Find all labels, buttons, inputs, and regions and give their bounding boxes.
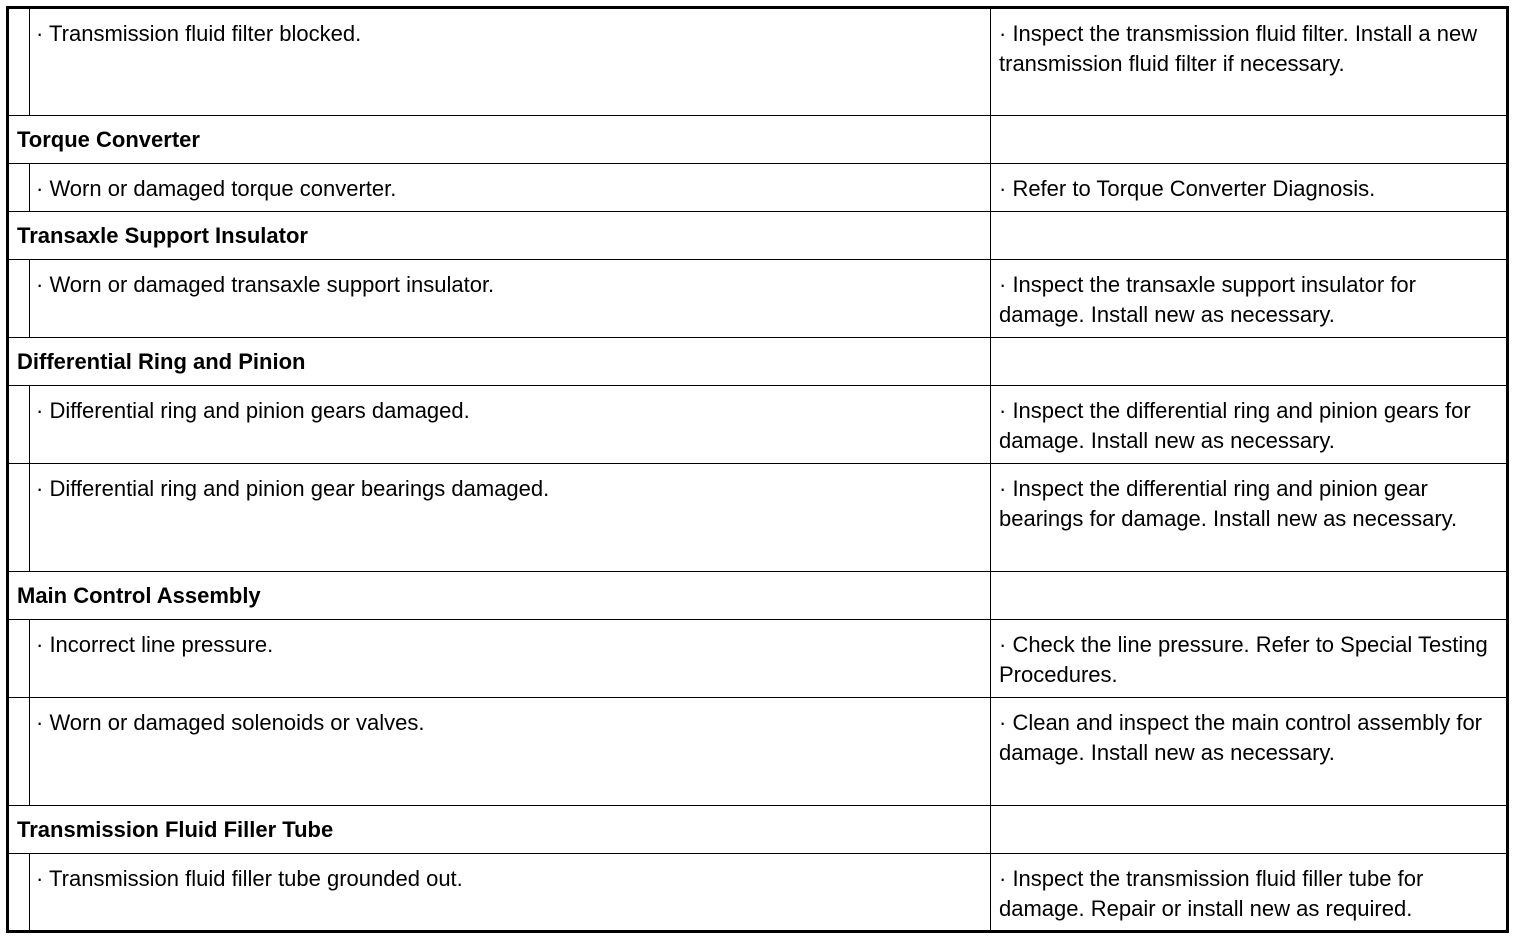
section-empty-cell (991, 338, 1508, 386)
action-cell: · Inspect the differential ring and pinion gears for damage. Install new as necessary. (991, 386, 1508, 464)
condition-cell: · Differential ring and pinion gears damaged. (30, 386, 991, 464)
table-row (8, 164, 1508, 212)
condition-cell: · Incorrect line pressure. (30, 620, 991, 698)
section-row (8, 338, 1508, 386)
table-row (8, 698, 1508, 806)
indent-cell (8, 164, 30, 212)
action-cell: · Inspect the differential ring and pinion gear bearings for damage. Install new as necessary. (991, 464, 1508, 572)
indent-cell (8, 620, 30, 698)
indent-cell (8, 464, 30, 572)
indent-cell (8, 386, 30, 464)
condition-cell: · Transmission fluid filter blocked. (30, 8, 991, 116)
condition-cell: · Worn or damaged transaxle support insulator. (30, 260, 991, 338)
section-empty-cell (991, 116, 1508, 164)
table-row (8, 620, 1508, 698)
section-empty-cell (991, 212, 1508, 260)
action-cell: · Inspect the transaxle support insulator for damage. Install new as necessary. (991, 260, 1508, 338)
indent-cell (8, 854, 30, 932)
indent-cell (8, 260, 30, 338)
condition-cell: · Differential ring and pinion gear bearings damaged. (30, 464, 991, 572)
section-row (8, 116, 1508, 164)
action-cell: · Refer to Torque Converter Diagnosis. (991, 164, 1508, 212)
diagnosis-table (6, 6, 1509, 933)
condition-cell: · Transmission fluid filler tube grounded out. (30, 854, 991, 932)
action-cell: · Clean and inspect the main control assembly for damage. Install new as necessary. (991, 698, 1508, 806)
section-empty-cell (991, 572, 1508, 620)
action-cell: · Inspect the transmission fluid filter. Install a new transmission fluid filter if necessary. (991, 8, 1508, 116)
condition-cell: · Worn or damaged torque converter. (30, 164, 991, 212)
indent-cell (8, 698, 30, 806)
section-title: Transmission Fluid Filler Tube (8, 806, 991, 854)
action-cell: · Check the line pressure. Refer to Special Testing Procedures. (991, 620, 1508, 698)
section-title: Torque Converter (8, 116, 991, 164)
action-cell: · Inspect the transmission fluid filler tube for damage. Repair or install new as required. (991, 854, 1508, 932)
condition-cell: · Worn or damaged solenoids or valves. (30, 698, 991, 806)
section-empty-cell (991, 806, 1508, 854)
table-row (8, 464, 1508, 572)
table-row (8, 854, 1508, 932)
table-row (8, 8, 1508, 116)
section-row (8, 806, 1508, 854)
section-title: Differential Ring and Pinion (8, 338, 991, 386)
section-title: Transaxle Support Insulator (8, 212, 991, 260)
table-row (8, 260, 1508, 338)
section-row (8, 572, 1508, 620)
section-row (8, 212, 1508, 260)
table-row (8, 386, 1508, 464)
section-title: Main Control Assembly (8, 572, 991, 620)
indent-cell (8, 8, 30, 116)
